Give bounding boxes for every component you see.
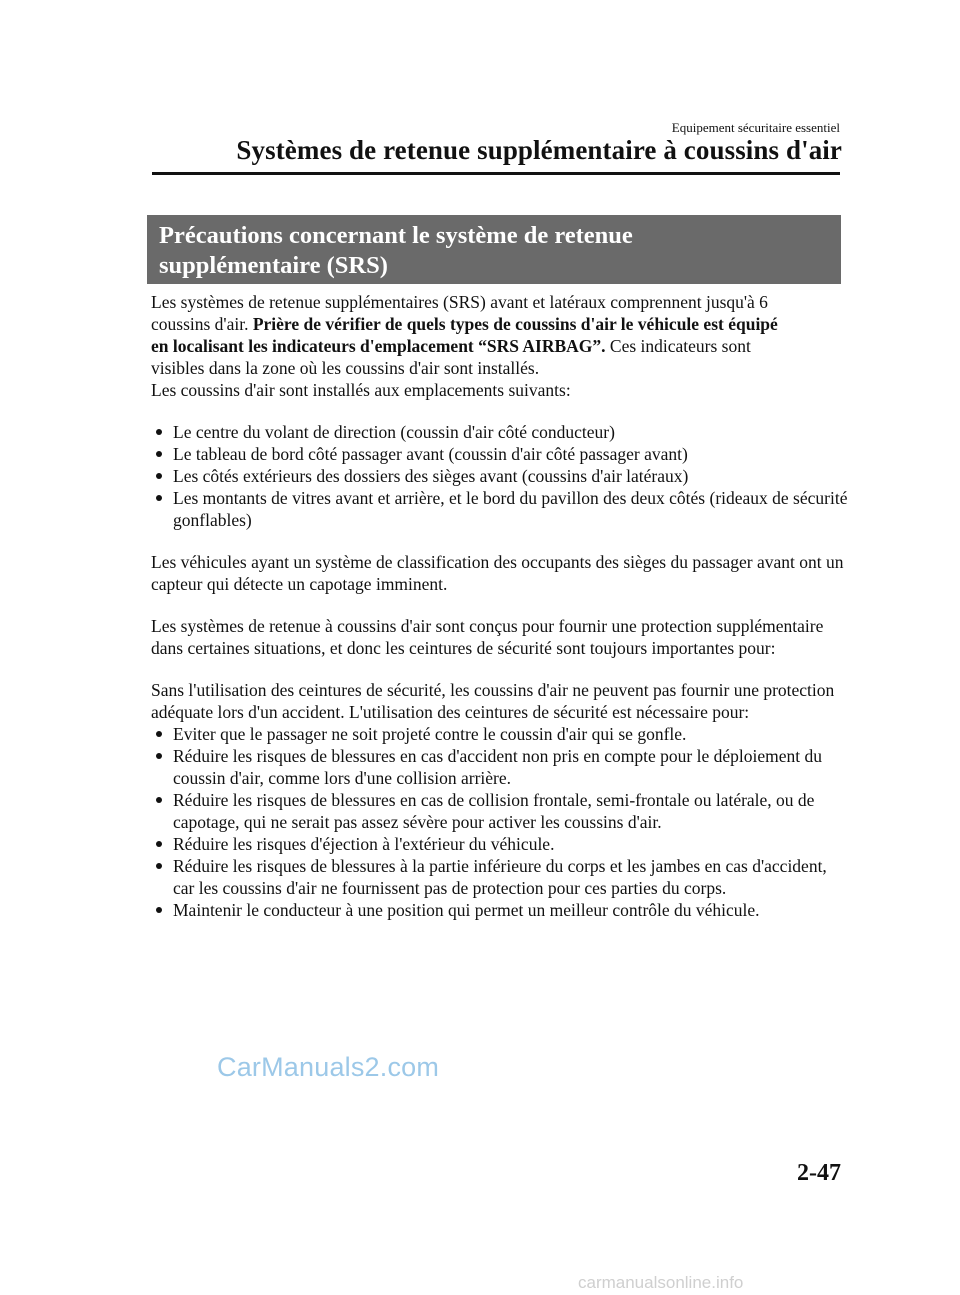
chapter-heading: Equipement sécuritaire essentiel — [671, 120, 840, 135]
section-title-line-2: supplémentaire (SRS) — [159, 252, 388, 279]
intro-bold-1: Prière de vérifier de quels types de coussins d'air le véhicule est équipé — [252, 314, 778, 334]
list-item: Réduire les risques de blessures à la partie inférieure du corps et les jambes en cas d'accident, car les coussins d'air ne fournissent pas de protection pour ces parties du corps. — [151, 855, 851, 899]
intro-line-2: coussins d'air. — [151, 314, 253, 334]
intro-line-3: Ces indicateurs sont — [605, 336, 751, 356]
intro-line-1: Les systèmes de retenue supplémentaires (SRS) avant et latéraux comprennent jusqu'à 6 — [151, 292, 768, 312]
list-item: Réduire les risques de blessures en cas d'accident non pris en compte pour le déploiement du coussin d'air, comme lors d'une collision arrière. — [151, 745, 851, 789]
section-title-line-1: Précautions concernant le système de retenue — [159, 222, 633, 249]
classification-paragraph: Les véhicules ayant un système de classification des occupants des sièges du passager avant ont un capteur qui détecte un capotage imminent. — [151, 552, 844, 594]
seatbelt-paragraph: Sans l'utilisation des ceintures de sécurité, les coussins d'air ne peuvent pas fournir une protection adéquate lors d'un accident. L'utilisation des ceintures de sécurité est nécessaire pour: — [151, 680, 835, 722]
list-item: Eviter que le passager ne soit projeté contre le coussin d'air qui se gonfle. — [151, 723, 851, 745]
list-item: Réduire les risques de blessures en cas de collision frontale, semi-frontale ou latérale, ou de capotage, qui ne serait pas assez sévère pour activer les coussins d'air. — [151, 789, 851, 833]
header-divider — [152, 172, 840, 175]
watermark-logo: CarManuals2.com — [217, 1052, 440, 1082]
page-number: 2-47 — [797, 1160, 841, 1186]
seatbelt-reasons-list — [151, 723, 851, 921]
list-item: Le tableau de bord côté passager avant (coussin d'air côté passager avant) — [151, 443, 851, 465]
list-item: Réduire les risques d'éjection à l'extérieur du véhicule. — [151, 833, 851, 855]
intro-bold-2: en localisant les indicateurs d'emplacement “SRS AIRBAG”. — [151, 336, 606, 356]
body-text — [151, 291, 851, 921]
intro-line-4: visibles dans la zone où les coussins d'air sont installés. — [151, 358, 540, 378]
list-item: Maintenir le conducteur à une position qui permet un meilleur contrôle du véhicule. — [151, 899, 851, 921]
list-item: Les montants de vitres avant et arrière, et le bord du pavillon des deux côtés (rideaux de sécurité gonflables) — [151, 487, 851, 531]
intro-paragraph — [151, 291, 851, 401]
list-item: Le centre du volant de direction (coussin d'air côté conducteur) — [151, 421, 851, 443]
section-title-banner — [147, 215, 841, 284]
running-title: Systèmes de retenue supplémentaire à coussins d'air — [236, 135, 842, 165]
intro-line-5: Les coussins d'air sont installés aux emplacements suivants: — [151, 380, 571, 400]
footer-watermark: carmanualsonline.info — [578, 1273, 744, 1292]
airbag-locations-list — [151, 421, 851, 531]
list-item: Les côtés extérieurs des dossiers des sièges avant (coussins d'air latéraux) — [151, 465, 851, 487]
protection-paragraph: Les systèmes de retenue à coussins d'air sont conçus pour fournir une protection supplémentaire dans certaines situations, et donc les ceintures de sécurité sont toujours importantes pour: — [151, 616, 824, 658]
